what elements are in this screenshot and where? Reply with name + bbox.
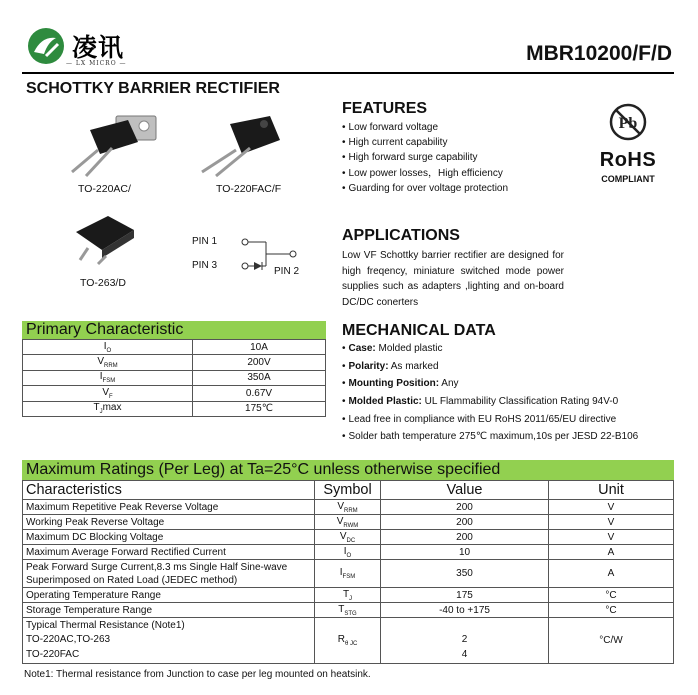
maximum-ratings-heading: Maximum Ratings (Per Leg) at Ta=25°C unless otherwise specified	[22, 460, 674, 480]
value-cell: 10A	[193, 340, 326, 355]
value-cell: 0.67V	[193, 386, 326, 401]
characteristic-cell: Storage Temperature Range	[23, 603, 315, 618]
unit-cell: °C	[549, 603, 674, 618]
table-row	[23, 370, 326, 385]
company-logo	[26, 22, 144, 72]
list-item: • High current capability	[342, 135, 508, 150]
column-header: Unit	[549, 481, 674, 500]
characteristic-cell: Peak Forward Surge Current,8.3 ms Single Half Sine-wave Superimposed on Rated Load (JEDEC method)	[23, 560, 315, 588]
column-header: Value	[381, 481, 549, 500]
pb-symbol: Pb	[618, 115, 638, 132]
unit-cell: V	[549, 530, 674, 545]
to263-package-image	[66, 210, 146, 266]
symbol-cell: $V_{DC}$	[315, 530, 381, 545]
logo-chinese-text: 凌讯	[72, 33, 125, 62]
table-row	[23, 500, 674, 515]
symbol-cell: $R_{\theta JC}$	[315, 618, 381, 664]
list-item: • Low power losses，High efficiency	[342, 166, 508, 181]
symbol-cell: $T_J$	[315, 588, 381, 603]
characteristic-cell: Maximum Average Forward Rectified Current	[23, 545, 315, 560]
table-row	[23, 401, 326, 416]
symbol-cell: $V_{RWM}$	[315, 515, 381, 530]
table-row	[23, 340, 326, 355]
logo-english-text: — LX MICRO —	[66, 60, 127, 67]
symbol-cell: $I_{FSM}$	[23, 370, 193, 385]
value-cell: 175	[381, 588, 549, 603]
unit-cell: °C	[549, 588, 674, 603]
value-cell: -40 to +175	[381, 603, 549, 618]
rohs-badge	[592, 102, 664, 194]
primary-characteristic-heading: Primary Characteristic	[22, 321, 326, 339]
part-number: MBR10200/F/D	[526, 42, 672, 65]
applications-heading: APPLICATIONS	[342, 227, 460, 244]
list-item: • Polarity: As marked	[342, 361, 638, 379]
header-divider	[22, 72, 674, 74]
list-item: • Low forward voltage	[342, 120, 508, 135]
features-list	[342, 120, 508, 196]
no-lead-icon	[608, 102, 648, 142]
table-row	[23, 603, 674, 618]
symbol-cell: $I_O$	[23, 340, 193, 355]
symbol-cell: $V_F$	[23, 386, 193, 401]
list-item: • Solder bath temperature 275℃ maximum,10s per JESD 22-B106	[342, 431, 638, 449]
symbol-cell: $I_O$	[315, 545, 381, 560]
value-cell: 350A	[193, 370, 326, 385]
characteristic-cell: Maximum DC Blocking Voltage	[23, 530, 315, 545]
value-cell: 200V	[193, 355, 326, 370]
unit-cell: A	[549, 560, 674, 588]
value-cell: 2 4	[381, 618, 549, 664]
list-item: • Molded Plastic: UL Flammability Classification Rating 94V-0	[342, 396, 638, 414]
table-row	[23, 530, 674, 545]
maximum-ratings-table	[22, 480, 674, 664]
package-label: TO-220FAC/F	[216, 183, 282, 195]
table-row	[23, 588, 674, 603]
pin2-label: PIN 2	[274, 266, 300, 277]
unit-cell: V	[549, 500, 674, 515]
table-row	[23, 515, 674, 530]
list-item: • Mounting Position: Any	[342, 378, 638, 396]
characteristic-cell: Working Peak Reverse Voltage	[23, 515, 315, 530]
package-label: TO-220AC/	[78, 183, 131, 195]
symbol-cell: $V_{RRM}$	[23, 355, 193, 370]
unit-cell: V	[549, 515, 674, 530]
symbol-cell: $I_{FSM}$	[315, 560, 381, 588]
value-cell: 175℃	[193, 401, 326, 416]
table-header-row	[23, 481, 674, 500]
symbol-cell: $V_{RRM}$	[315, 500, 381, 515]
rohs-label: RoHS	[599, 149, 657, 171]
table-row	[23, 386, 326, 401]
features-heading: FEATURES	[342, 100, 428, 117]
column-header: Characteristics	[23, 481, 315, 500]
mechanical-data-heading: MECHANICAL DATA	[342, 322, 496, 339]
pin1-label: PIN 1	[192, 236, 218, 247]
list-item: • Lead free in compliance with EU RoHS 2011/65/EU directive	[342, 414, 638, 432]
characteristic-cell: Maximum Repetitive Peak Reverse Voltage	[23, 500, 315, 515]
pin-diagram	[192, 232, 312, 282]
footnote: Note1: Thermal resistance from Junction to case per leg mounted on heatsink.	[24, 669, 371, 680]
unit-cell: °C/W	[549, 618, 674, 664]
list-item: • Guarding for over voltage protection	[342, 181, 508, 196]
characteristic-cell: Operating Temperature Range	[23, 588, 315, 603]
symbol-cell: $T_{STG}$	[315, 603, 381, 618]
list-item: • Case: Molded plastic	[342, 343, 638, 361]
to220ac-package-image	[64, 110, 164, 180]
table-row	[23, 618, 674, 664]
symbol-cell: $T_J\max$	[23, 401, 193, 416]
applications-text: Low VF Schottky barrier rectifier are designed for high freqency, miniature switched mode power supplies such as adapters ,lighting and on-board DC/DC conerters	[342, 250, 564, 308]
unit-cell: A	[549, 545, 674, 560]
table-row	[23, 560, 674, 588]
mechanical-data-list	[342, 343, 638, 449]
primary-characteristic-table	[22, 339, 326, 417]
column-header: Symbol	[315, 481, 381, 500]
value-cell: 200	[381, 515, 549, 530]
rohs-compliant-label: COMPLIANT	[601, 174, 655, 184]
value-cell: 200	[381, 500, 549, 515]
logo-emblem-icon	[26, 26, 66, 66]
value-cell: 200	[381, 530, 549, 545]
value-cell: 10	[381, 545, 549, 560]
characteristic-cell: Typical Thermal Resistance (Note1) TO-220AC,TO-263 TO-220FAC	[23, 618, 315, 664]
package-label: TO-263/D	[80, 277, 126, 289]
value-cell: 350	[381, 560, 549, 588]
to220fac-package-image	[190, 110, 290, 180]
pin3-label: PIN 3	[192, 260, 218, 271]
document-title: SCHOTTKY BARRIER RECTIFIER	[26, 80, 280, 97]
table-row	[23, 545, 674, 560]
list-item: • High forward surge capability	[342, 150, 508, 165]
table-row	[23, 355, 326, 370]
